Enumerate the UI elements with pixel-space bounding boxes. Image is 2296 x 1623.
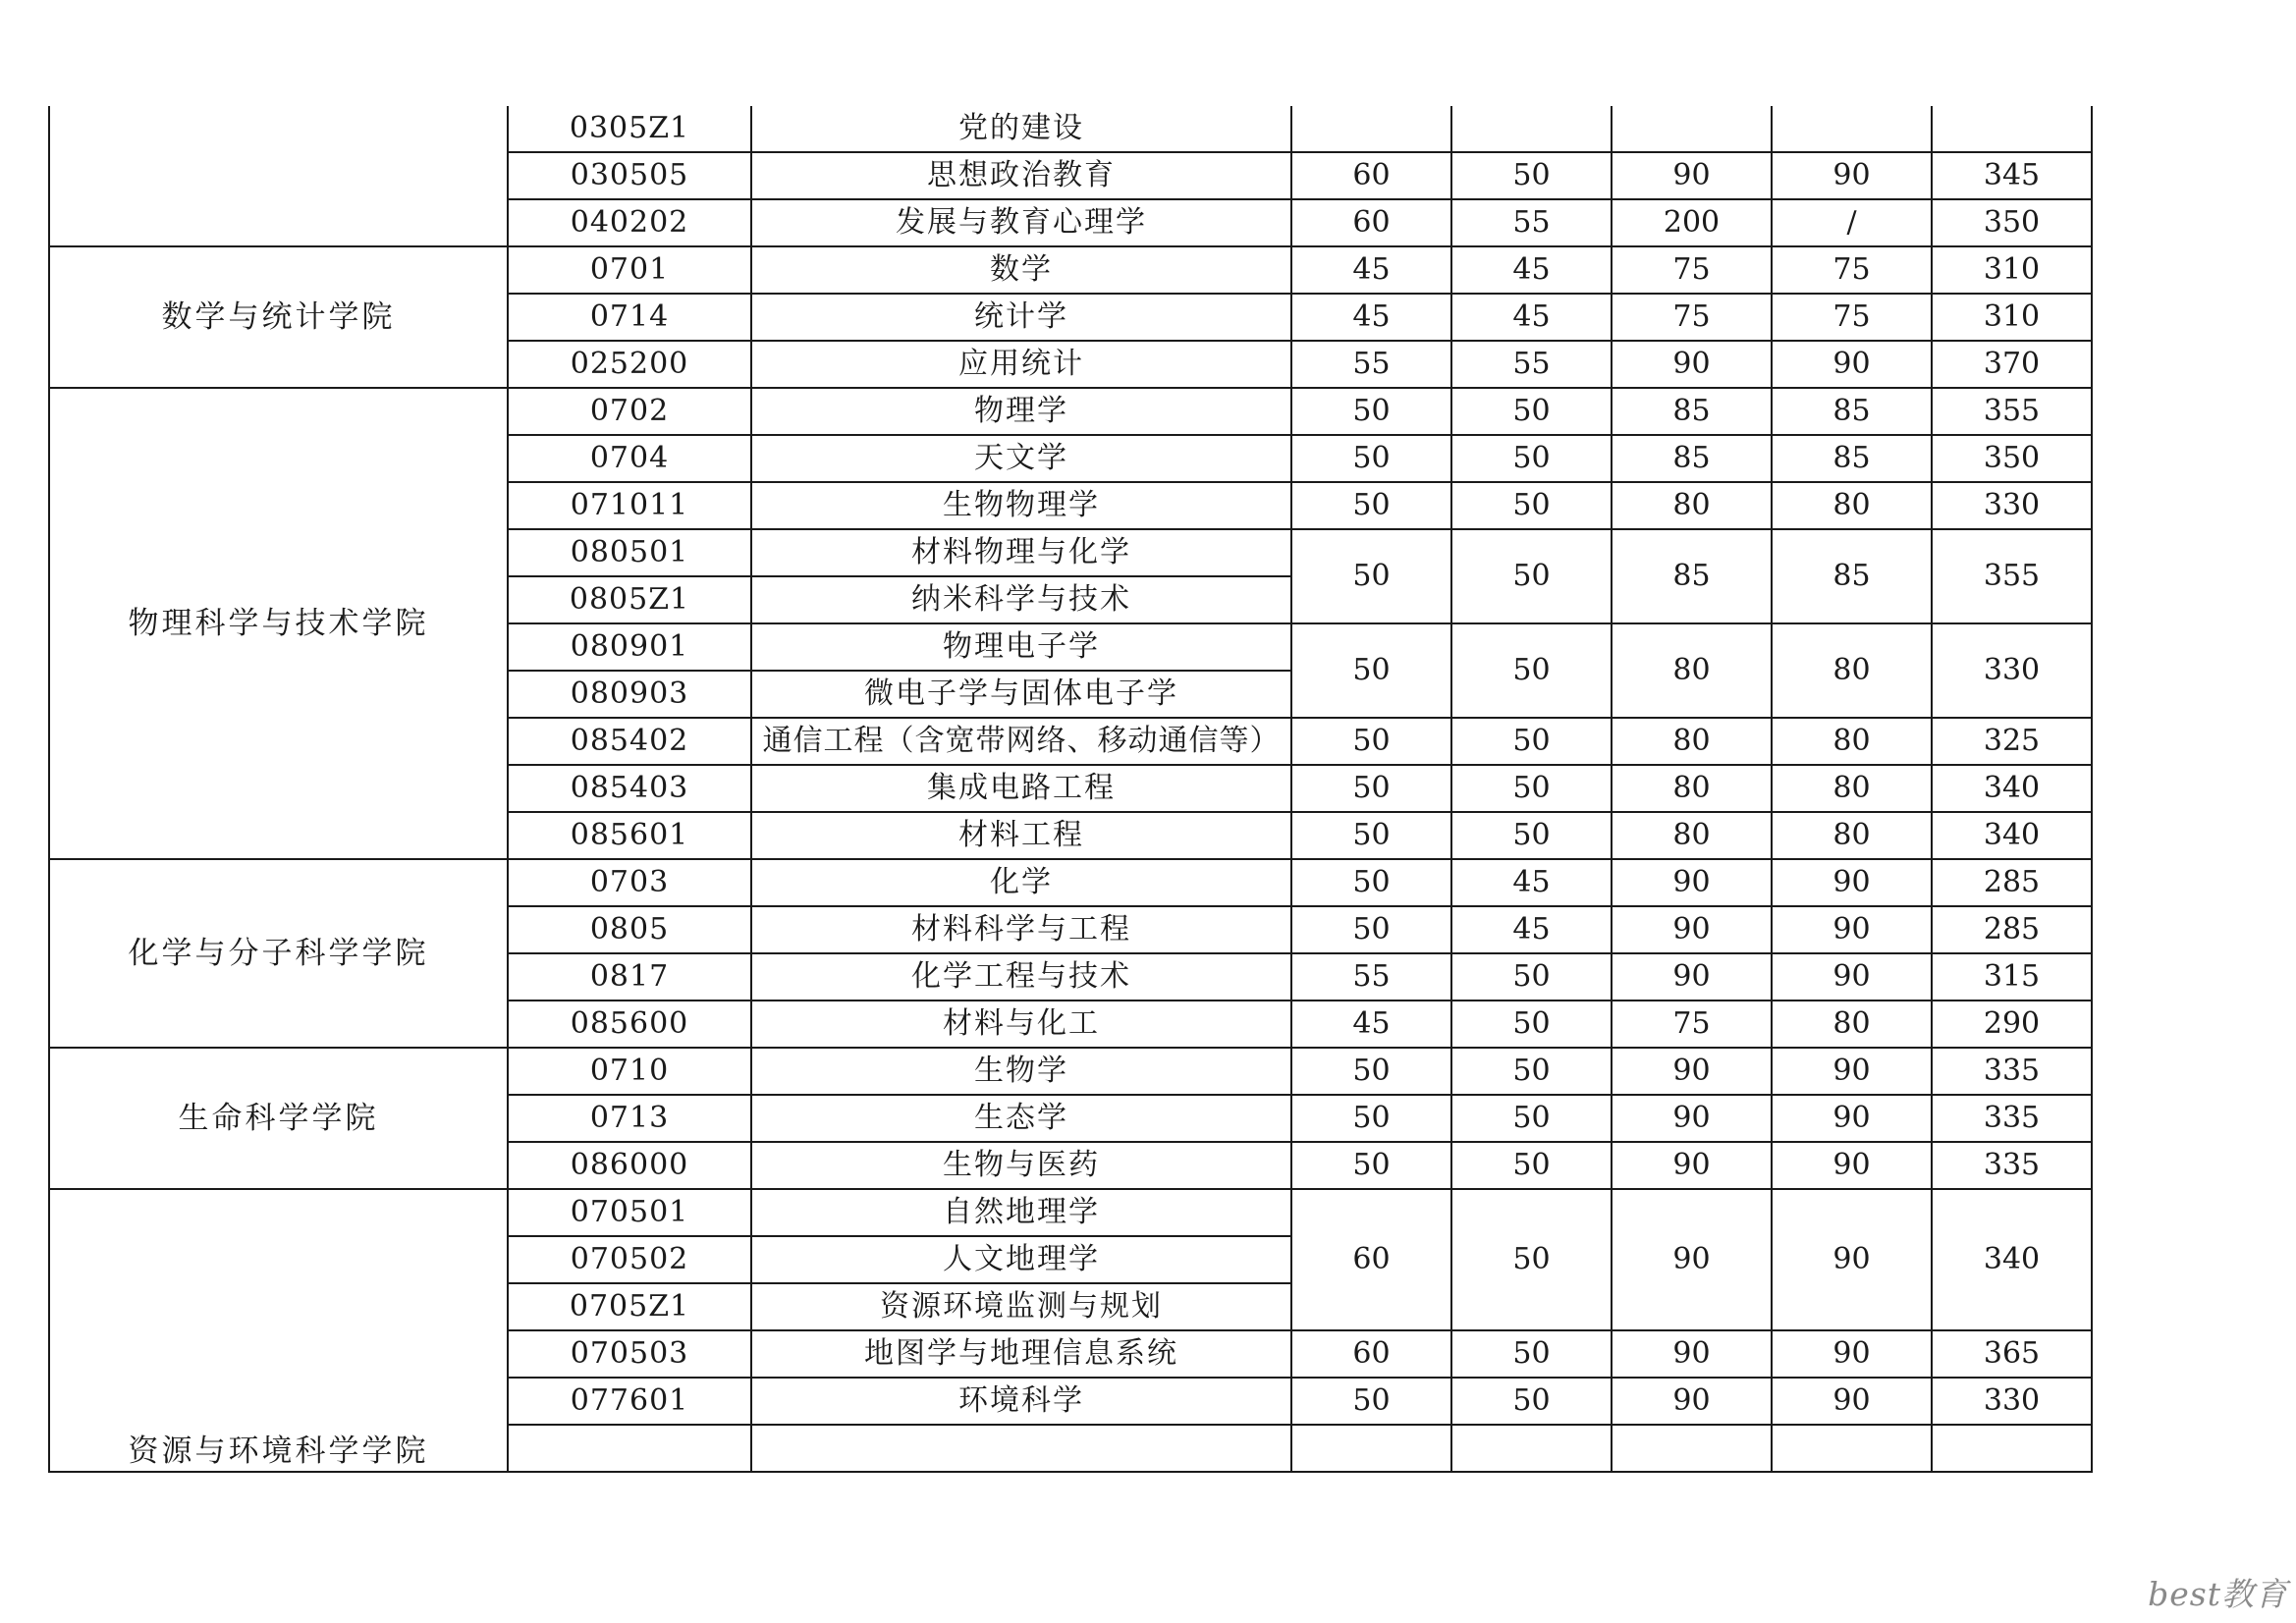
score-cell-1: 50	[1291, 812, 1451, 859]
major-code-cell: 040202	[508, 199, 751, 246]
score-cell-4: 90	[1772, 1048, 1932, 1095]
score-cell-1: 50	[1291, 1095, 1451, 1142]
score-cell-1: 45	[1291, 246, 1451, 294]
college-cell: 生命科学学院	[49, 1048, 508, 1189]
score-cell-1: 50	[1291, 482, 1451, 529]
major-name-cell: 生物物理学	[751, 482, 1291, 529]
score-cell-2: 50	[1451, 388, 1612, 435]
score-cell-3	[1612, 106, 1772, 152]
score-cell-3: 80	[1612, 482, 1772, 529]
total-score-cell: 330	[1932, 482, 2092, 529]
score-cell-3: 90	[1612, 1142, 1772, 1189]
score-cell-2: 50	[1451, 953, 1612, 1001]
spacer-cell	[1772, 1425, 1932, 1472]
spacer-cell	[1612, 1425, 1772, 1472]
major-code-cell: 080901	[508, 623, 751, 671]
score-cell-1: 50	[1291, 906, 1451, 953]
score-cell-3: 90	[1612, 859, 1772, 906]
score-cell-4: 90	[1772, 859, 1932, 906]
table-row	[49, 246, 2097, 294]
score-cell-2: 50	[1451, 1189, 1612, 1330]
score-cell-1: 60	[1291, 199, 1451, 246]
score-cell-3: 85	[1612, 388, 1772, 435]
score-cell-2: 50	[1451, 152, 1612, 199]
score-cell-4: 90	[1772, 152, 1932, 199]
major-name-cell: 化学工程与技术	[751, 953, 1291, 1001]
score-cell-4: 80	[1772, 765, 1932, 812]
total-score-cell: 340	[1932, 812, 2092, 859]
college-cell: 数学与统计学院	[49, 246, 508, 388]
major-name-cell: 物理学	[751, 388, 1291, 435]
score-cell-1: 50	[1291, 623, 1451, 718]
major-code-cell: 0805	[508, 906, 751, 953]
score-cell-1: 60	[1291, 152, 1451, 199]
major-code-cell: 085600	[508, 1001, 751, 1048]
major-code-cell: 0702	[508, 388, 751, 435]
total-score-cell: 315	[1932, 953, 2092, 1001]
score-cell-4: 85	[1772, 388, 1932, 435]
major-code-cell: 0714	[508, 294, 751, 341]
major-name-cell: 人文地理学	[751, 1236, 1291, 1283]
score-cell-1: 50	[1291, 435, 1451, 482]
score-cell-2: 50	[1451, 1095, 1612, 1142]
score-cell-1: 60	[1291, 1330, 1451, 1378]
score-cell-3: 75	[1612, 1001, 1772, 1048]
total-score-cell: 355	[1932, 388, 2092, 435]
score-cell-4: /	[1772, 199, 1932, 246]
major-code-cell: 085402	[508, 718, 751, 765]
score-cell-3: 90	[1612, 906, 1772, 953]
major-code-cell: 0701	[508, 246, 751, 294]
score-cell-3: 90	[1612, 1378, 1772, 1425]
college-cell	[49, 106, 508, 246]
score-cell-1: 50	[1291, 859, 1451, 906]
score-cell-1: 50	[1291, 718, 1451, 765]
score-cell-4: 90	[1772, 341, 1932, 388]
major-code-cell: 0305Z1	[508, 106, 751, 152]
total-score-cell: 365	[1932, 1330, 2092, 1378]
score-cell-2: 50	[1451, 1378, 1612, 1425]
score-cell-3: 90	[1612, 1095, 1772, 1142]
college-cell: 化学与分子科学学院	[49, 859, 508, 1048]
score-cell-3: 90	[1612, 152, 1772, 199]
major-name-cell: 生态学	[751, 1095, 1291, 1142]
score-cell-3: 75	[1612, 246, 1772, 294]
total-score-cell: 285	[1932, 906, 2092, 953]
score-table-viewport	[48, 106, 2097, 1487]
major-name-cell: 材料科学与工程	[751, 906, 1291, 953]
major-code-cell: 080501	[508, 529, 751, 576]
score-table	[48, 106, 2097, 1473]
score-cell-3: 80	[1612, 765, 1772, 812]
score-cell-2: 45	[1451, 859, 1612, 906]
score-cell-3: 90	[1612, 1330, 1772, 1378]
score-cell-4: 80	[1772, 718, 1932, 765]
score-cell-3: 90	[1612, 1048, 1772, 1095]
score-cell-2: 50	[1451, 435, 1612, 482]
score-cell-4: 80	[1772, 812, 1932, 859]
major-name-cell: 材料与化工	[751, 1001, 1291, 1048]
table-row	[49, 859, 2097, 906]
total-score-cell: 350	[1932, 199, 2092, 246]
total-score-cell: 335	[1932, 1048, 2092, 1095]
total-score-cell: 310	[1932, 294, 2092, 341]
score-cell-1: 50	[1291, 529, 1451, 623]
major-code-cell: 077601	[508, 1378, 751, 1425]
score-cell-3: 85	[1612, 529, 1772, 623]
score-cell-2: 50	[1451, 529, 1612, 623]
score-cell-1: 50	[1291, 1048, 1451, 1095]
total-score-cell: 340	[1932, 1189, 2092, 1330]
score-cell-2: 45	[1451, 294, 1612, 341]
major-name-cell: 发展与教育心理学	[751, 199, 1291, 246]
table-row	[49, 106, 2097, 152]
score-cell-3: 80	[1612, 812, 1772, 859]
major-name-cell: 生物学	[751, 1048, 1291, 1095]
score-cell-1: 50	[1291, 765, 1451, 812]
table-row	[49, 1189, 2097, 1236]
score-cell-3: 80	[1612, 718, 1772, 765]
score-cell-2: 50	[1451, 623, 1612, 718]
major-code-cell: 085403	[508, 765, 751, 812]
score-cell-4: 75	[1772, 246, 1932, 294]
score-cell-1: 60	[1291, 1189, 1451, 1330]
major-code-cell: 025200	[508, 341, 751, 388]
major-name-cell: 生物与医药	[751, 1142, 1291, 1189]
major-code-cell: 071011	[508, 482, 751, 529]
total-score-cell: 340	[1932, 765, 2092, 812]
major-name-cell: 纳米科学与技术	[751, 576, 1291, 623]
major-code-cell: 085601	[508, 812, 751, 859]
college-cell: 资源与环境科学学院	[49, 1189, 508, 1472]
total-score-cell: 370	[1932, 341, 2092, 388]
score-cell-1: 55	[1291, 341, 1451, 388]
major-name-cell: 地图学与地理信息系统	[751, 1330, 1291, 1378]
score-cell-1: 50	[1291, 1142, 1451, 1189]
major-code-cell: 080903	[508, 671, 751, 718]
major-code-cell: 0805Z1	[508, 576, 751, 623]
major-name-cell: 微电子学与固体电子学	[751, 671, 1291, 718]
major-name-cell: 党的建设	[751, 106, 1291, 152]
major-code-cell: 070503	[508, 1330, 751, 1378]
score-cell-4: 90	[1772, 1330, 1932, 1378]
score-cell-3: 90	[1612, 1189, 1772, 1330]
score-cell-4: 80	[1772, 1001, 1932, 1048]
major-name-cell: 物理电子学	[751, 623, 1291, 671]
score-cell-4: 75	[1772, 294, 1932, 341]
total-score-cell: 325	[1932, 718, 2092, 765]
score-cell-2: 45	[1451, 246, 1612, 294]
total-score-cell: 335	[1932, 1095, 2092, 1142]
major-code-cell: 030505	[508, 152, 751, 199]
score-cell-4: 85	[1772, 529, 1932, 623]
major-name-cell: 应用统计	[751, 341, 1291, 388]
score-cell-4: 90	[1772, 1142, 1932, 1189]
total-score-cell: 335	[1932, 1142, 2092, 1189]
major-name-cell: 通信工程（含宽带网络、移动通信等）	[751, 718, 1291, 765]
score-cell-2: 50	[1451, 482, 1612, 529]
score-cell-4: 90	[1772, 953, 1932, 1001]
spacer-cell	[1451, 1425, 1612, 1472]
score-cell-3: 90	[1612, 341, 1772, 388]
major-code-cell: 0710	[508, 1048, 751, 1095]
college-cell: 物理科学与技术学院	[49, 388, 508, 859]
score-cell-2: 50	[1451, 1001, 1612, 1048]
total-score-cell: 350	[1932, 435, 2092, 482]
major-code-cell: 086000	[508, 1142, 751, 1189]
major-code-cell: 0703	[508, 859, 751, 906]
total-score-cell: 290	[1932, 1001, 2092, 1048]
score-cell-2: 50	[1451, 765, 1612, 812]
score-cell-3: 75	[1612, 294, 1772, 341]
total-score-cell: 345	[1932, 152, 2092, 199]
major-name-cell: 数学	[751, 246, 1291, 294]
major-code-cell: 0817	[508, 953, 751, 1001]
spacer-cell	[1291, 1425, 1451, 1472]
score-cell-2: 55	[1451, 341, 1612, 388]
score-cell-4: 80	[1772, 482, 1932, 529]
major-name-cell: 自然地理学	[751, 1189, 1291, 1236]
table-row	[49, 1048, 2097, 1095]
major-name-cell: 材料工程	[751, 812, 1291, 859]
score-cell-2: 50	[1451, 1142, 1612, 1189]
score-cell-2: 50	[1451, 1048, 1612, 1095]
spacer-cell	[508, 1425, 751, 1472]
score-cell-2: 50	[1451, 718, 1612, 765]
score-cell-3: 90	[1612, 953, 1772, 1001]
score-cell-4	[1772, 106, 1932, 152]
score-cell-1: 45	[1291, 294, 1451, 341]
score-cell-2: 50	[1451, 812, 1612, 859]
score-cell-1: 55	[1291, 953, 1451, 1001]
major-name-cell: 集成电路工程	[751, 765, 1291, 812]
total-score-cell: 330	[1932, 623, 2092, 718]
score-cell-2	[1451, 106, 1612, 152]
total-score-cell	[1932, 106, 2092, 152]
major-code-cell: 0704	[508, 435, 751, 482]
major-code-cell: 070502	[508, 1236, 751, 1283]
score-cell-2: 50	[1451, 1330, 1612, 1378]
table-row	[49, 388, 2097, 435]
score-cell-1: 45	[1291, 1001, 1451, 1048]
total-score-cell: 355	[1932, 529, 2092, 623]
score-cell-4: 90	[1772, 906, 1932, 953]
spacer-cell	[1932, 1425, 2092, 1472]
score-cell-3: 85	[1612, 435, 1772, 482]
total-score-cell: 310	[1932, 246, 2092, 294]
score-cell-2: 45	[1451, 906, 1612, 953]
major-code-cell: 0713	[508, 1095, 751, 1142]
score-cell-4: 90	[1772, 1189, 1932, 1330]
major-name-cell: 环境科学	[751, 1378, 1291, 1425]
score-cell-1: 50	[1291, 388, 1451, 435]
score-cell-4: 85	[1772, 435, 1932, 482]
major-name-cell: 化学	[751, 859, 1291, 906]
score-cell-4: 90	[1772, 1378, 1932, 1425]
spacer-cell	[751, 1425, 1291, 1472]
score-cell-4: 90	[1772, 1095, 1932, 1142]
score-cell-1	[1291, 106, 1451, 152]
major-name-cell: 天文学	[751, 435, 1291, 482]
major-code-cell: 0705Z1	[508, 1283, 751, 1330]
score-cell-3: 200	[1612, 199, 1772, 246]
major-name-cell: 思想政治教育	[751, 152, 1291, 199]
major-name-cell: 材料物理与化学	[751, 529, 1291, 576]
major-name-cell: 统计学	[751, 294, 1291, 341]
watermark-text: best教育	[2148, 1575, 2288, 1613]
total-score-cell: 285	[1932, 859, 2092, 906]
total-score-cell: 330	[1932, 1378, 2092, 1425]
score-cell-1: 50	[1291, 1378, 1451, 1425]
major-name-cell: 资源环境监测与规划	[751, 1283, 1291, 1330]
score-cell-4: 80	[1772, 623, 1932, 718]
score-cell-2: 55	[1451, 199, 1612, 246]
major-code-cell: 070501	[508, 1189, 751, 1236]
score-cell-3: 80	[1612, 623, 1772, 718]
